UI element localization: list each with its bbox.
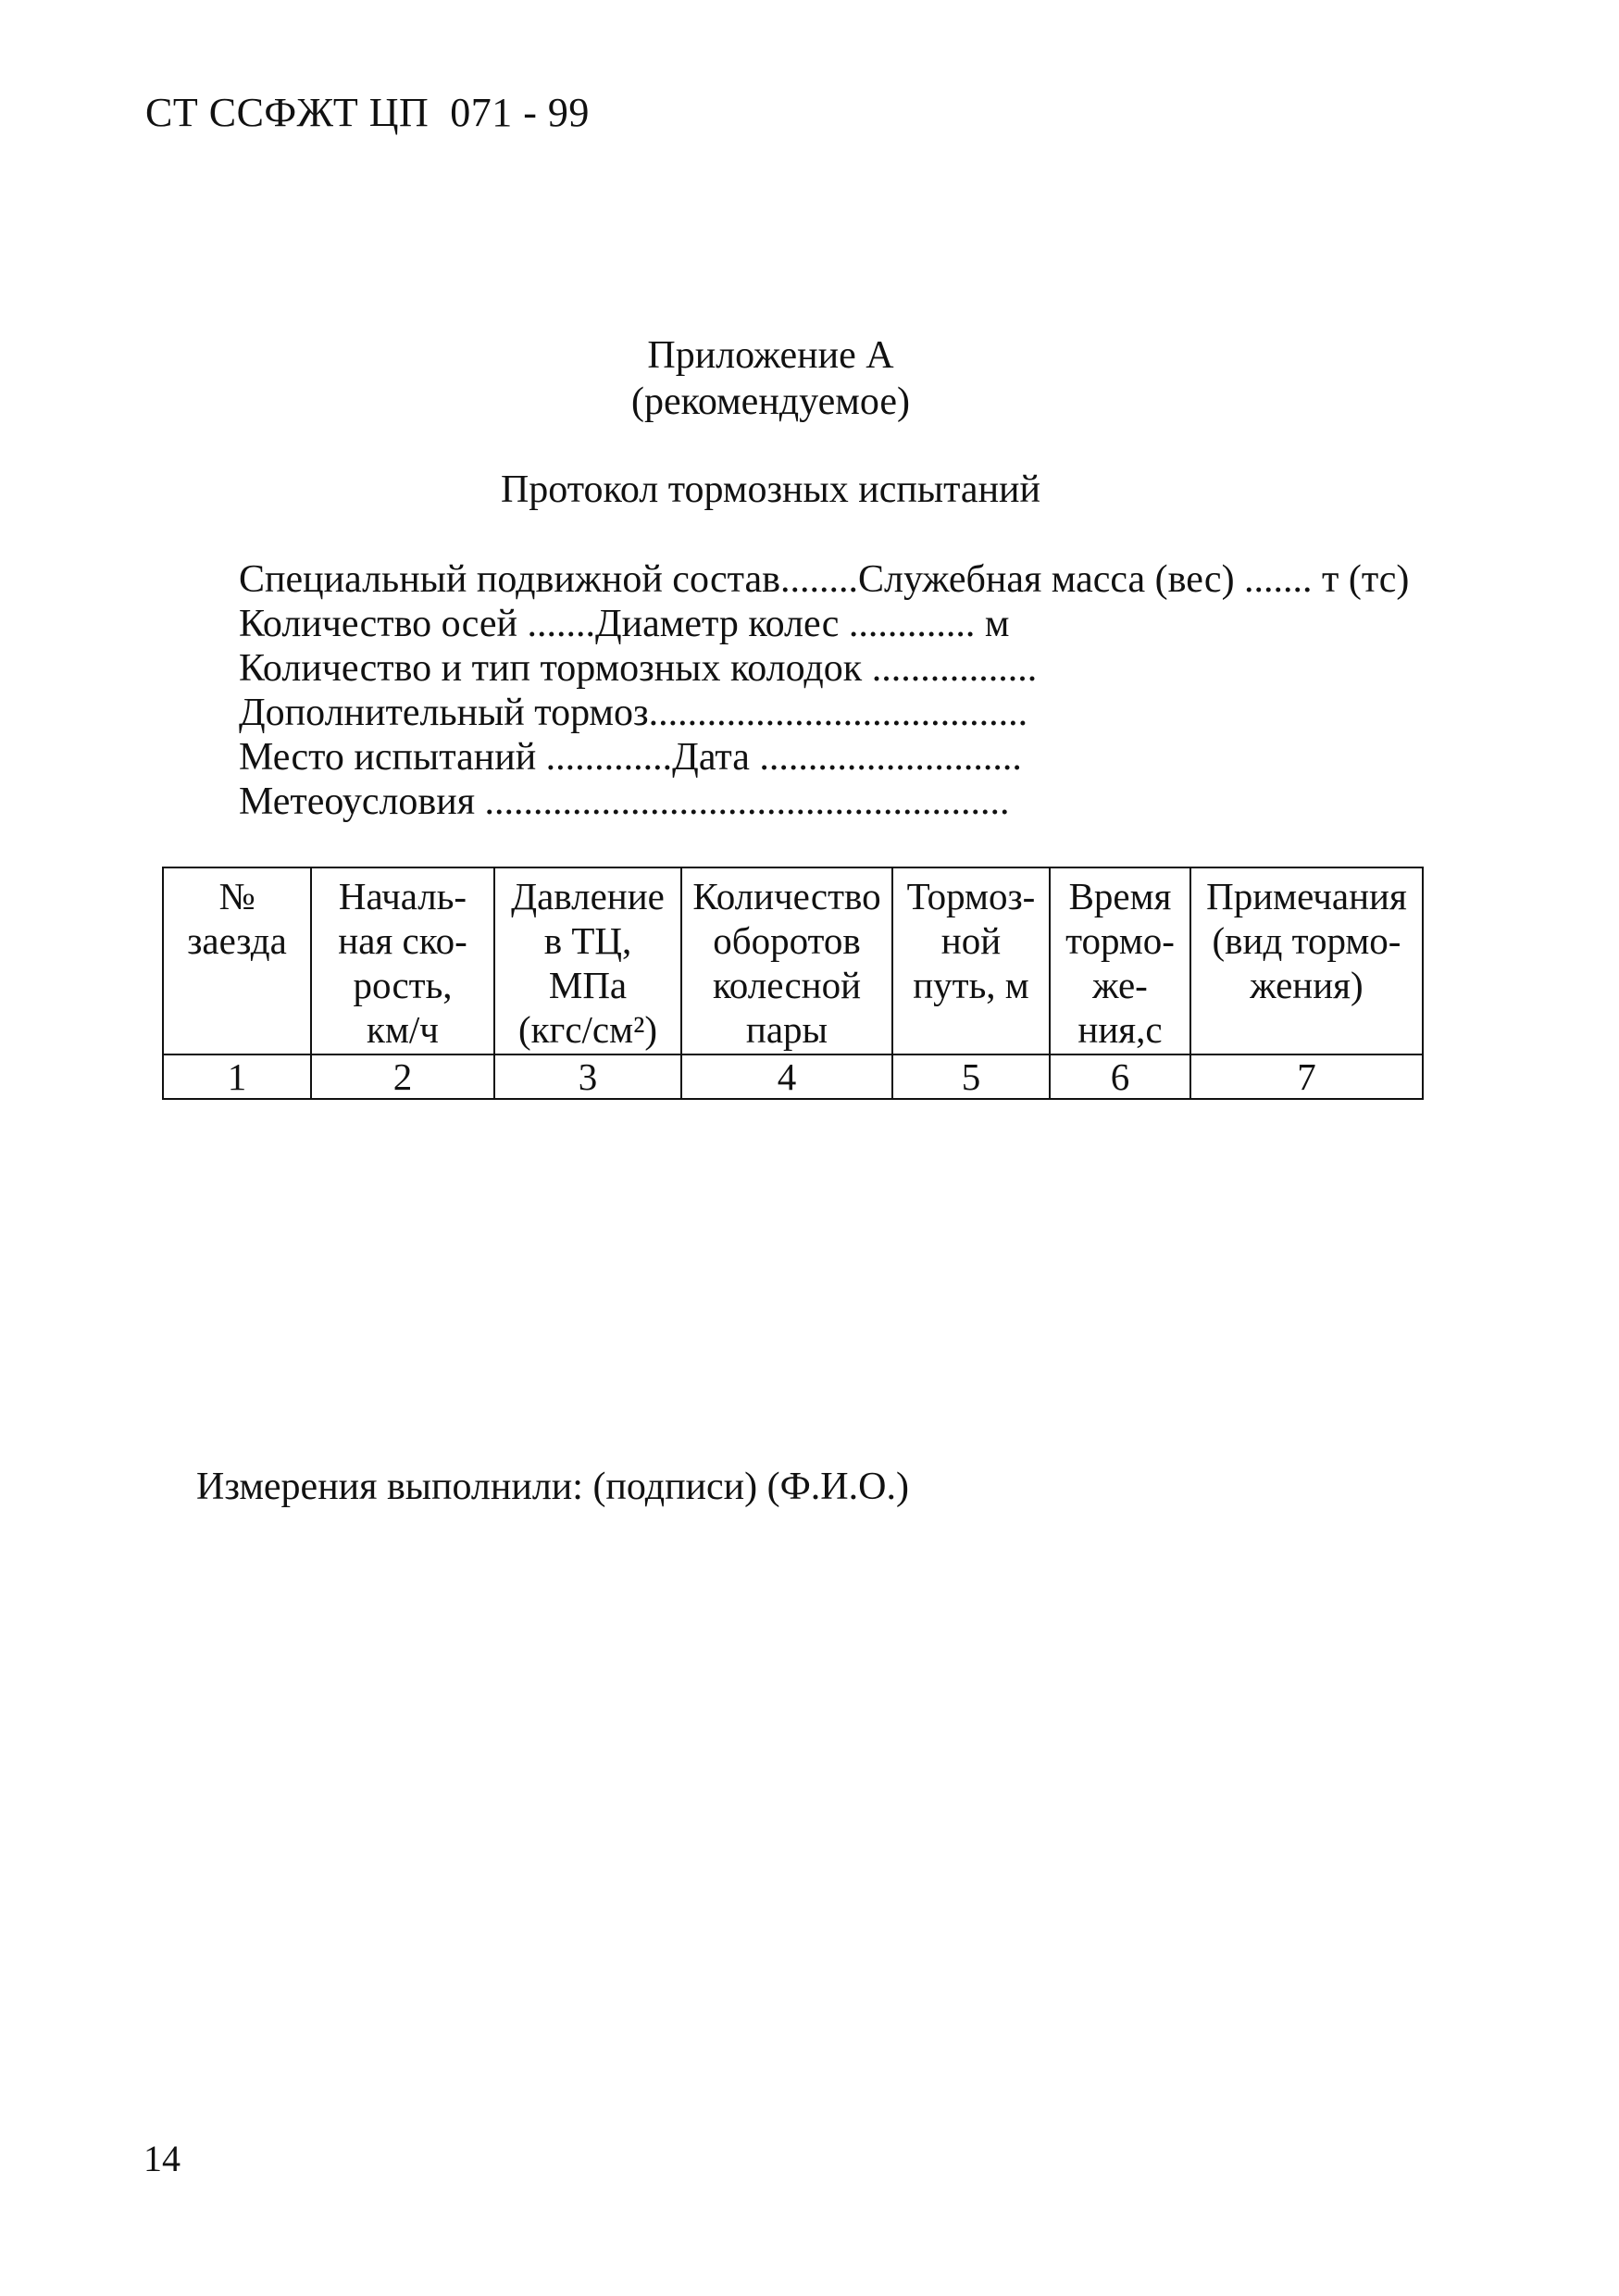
signatures-line: Измерения выполнили: (подписи) (Ф.И.О.)	[196, 1466, 909, 1508]
header-cylinder-pressure: Давление в ТЦ, МПа (кгс/см²)	[494, 867, 681, 1054]
header-braking-time: Время тормо- же- ния,с	[1050, 867, 1190, 1054]
field-weather: Метеоусловия ......................................................	[239, 780, 1010, 823]
column-number: 2	[311, 1054, 494, 1099]
header-wheel-revolutions: Количество оборотов колесной пары	[681, 867, 892, 1054]
appendix-note: (рекомендуемое)	[631, 381, 910, 423]
field-rolling-stock: Специальный подвижной состав........Служебная масса (вес) ....... т (тс)	[239, 558, 1410, 601]
protocol-fields	[239, 557, 1409, 824]
column-number: 3	[494, 1054, 681, 1099]
field-place-date: Место испытаний .............Дата ...........................	[239, 736, 1022, 779]
table-header-row	[163, 867, 1423, 1054]
field-additional-brake: Дополнительный тормоз.......................................	[239, 692, 1028, 734]
column-number: 4	[681, 1054, 892, 1099]
header-braking-distance: Тормоз- ной путь, м	[892, 867, 1050, 1054]
field-axles-wheels: Количество осей .......Диаметр колес ............. м	[239, 603, 1010, 645]
column-number: 6	[1050, 1054, 1190, 1099]
field-brake-shoes: Количество и тип тормозных колодок .................	[239, 647, 1038, 690]
table-number-row	[163, 1054, 1423, 1099]
header-run-number: № заезда	[163, 867, 311, 1054]
header-initial-speed: Началь- ная ско- рость, км/ч	[311, 867, 494, 1054]
protocol-table	[162, 867, 1424, 1100]
column-number: 5	[892, 1054, 1050, 1099]
appendix-title: Приложение А	[647, 334, 894, 377]
protocol-title: Протокол тормозных испытаний	[500, 468, 1041, 511]
document-code: СТ ССФЖТ ЦП 071 - 99	[145, 90, 590, 135]
header-notes: Примечания (вид тормо- жения)	[1190, 867, 1423, 1054]
column-number: 7	[1190, 1054, 1423, 1099]
column-number: 1	[163, 1054, 311, 1099]
page-number: 14	[143, 2138, 181, 2179]
